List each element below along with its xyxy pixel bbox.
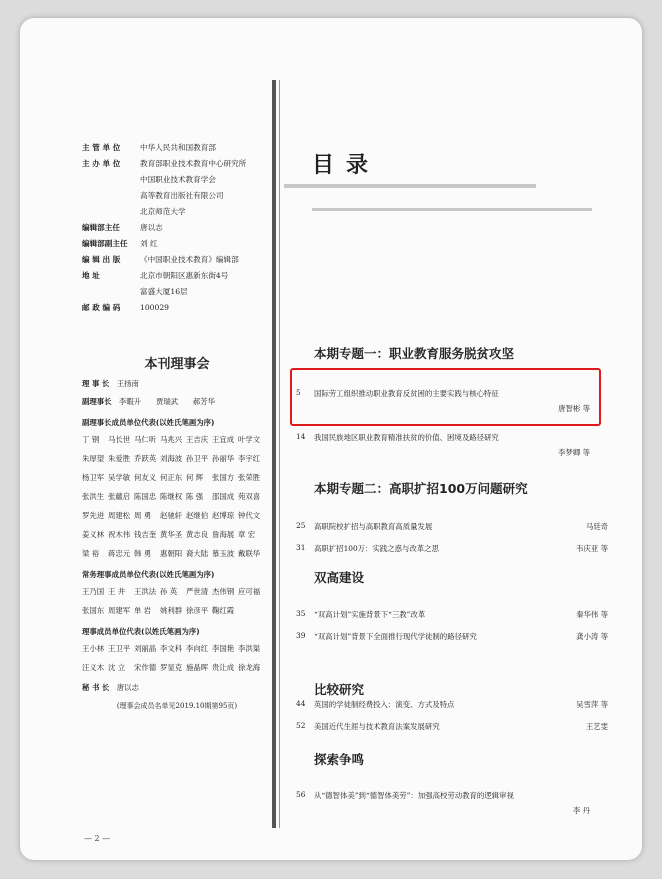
toc-page-number: 52 — [296, 721, 306, 730]
council-member: 陈 强 — [186, 492, 204, 501]
toc-entry[interactable] — [296, 721, 618, 732]
publisher-label: 编 辑 出 版 — [82, 255, 121, 264]
toc-entry-author: 唐智彬 等 — [558, 404, 590, 413]
council-member: 章 宏 — [238, 530, 256, 539]
toc-entry-line — [296, 543, 618, 554]
council-member: 张蘊启 — [108, 492, 131, 501]
council-member: 王宜成 — [212, 435, 235, 444]
council-member: 严世清 — [186, 587, 209, 596]
page-number: — 2 — — [84, 834, 111, 843]
publisher-value: 高等教育出版社有限公司 — [140, 191, 224, 200]
toc-entry-title: 英国的学徒制经费投入：演变、方式及特点 — [314, 700, 455, 709]
council-member: 黄志良 — [186, 530, 209, 539]
council-names — [82, 582, 272, 620]
council-member: 李国艳 — [212, 644, 235, 653]
toc-entry-title: 高职扩招100万：实践之惑与改革之思 — [314, 544, 439, 553]
publisher-row — [82, 236, 272, 252]
council-member: 周建松 — [108, 511, 131, 520]
council-names — [82, 639, 272, 677]
publisher-value: 北京师范大学 — [140, 207, 186, 216]
publisher-value: 教育部职业技术教育中心研究所 — [140, 159, 247, 168]
council-group-title: 理事成员单位代表(以姓氏笔画为序) — [82, 627, 200, 636]
toc-entry-author: 李 丹 — [572, 806, 590, 815]
toc-page-number: 44 — [296, 699, 306, 708]
toc-entry[interactable] — [296, 631, 618, 642]
council-member: 李宇红 — [238, 454, 261, 463]
journal-page — [20, 18, 642, 860]
publisher-value: 100029 — [140, 303, 169, 312]
toc-section-title: 本期专题一：职业教育服务脱贫攻坚 — [314, 346, 515, 361]
council-member: 罗显克 — [160, 663, 183, 672]
council-member: 孙卫平 — [186, 454, 209, 463]
toc-section-title: 比较研究 — [314, 682, 365, 697]
council-member: 乔跃英 — [134, 454, 157, 463]
council-member: 贵让成 — [212, 663, 235, 672]
secretary-name: 唐以志 — [116, 683, 139, 692]
toc-entry[interactable] — [296, 699, 618, 710]
council-member: 张国东 — [82, 606, 105, 615]
council-member: 梁 裕 — [82, 549, 100, 558]
council-names — [82, 430, 272, 563]
toc-page-number: 31 — [296, 543, 306, 552]
vice-label: 副理事长 — [82, 397, 112, 406]
council-member: 王洪法 — [134, 587, 157, 596]
council-member: 马长世 — [108, 435, 131, 444]
publisher-value: 中国职业技术教育学会 — [140, 175, 216, 184]
council-member: 马仁听 — [134, 435, 157, 444]
toc-entry-author: 王艺雯 — [585, 722, 608, 731]
toc-entry-line — [296, 609, 618, 620]
council-member: 黄华圣 — [160, 530, 183, 539]
toc-entry-title: 美国近代生涯与技术教育法案发展研究 — [314, 722, 440, 731]
publisher-value: 北京市朝阳区惠新东街4号 — [140, 271, 229, 280]
council-member: 徐彦平 — [186, 606, 209, 615]
publisher-label — [82, 204, 140, 220]
council-member: 姜义林 — [82, 530, 105, 539]
toc-page-number: 39 — [296, 631, 306, 640]
council-member: 蒋忠元 — [108, 549, 131, 558]
council-title: 本刊理事会 — [144, 357, 210, 372]
council-member: 周建军 — [108, 606, 131, 615]
council-member: 陈国忠 — [134, 492, 157, 501]
council-member: 单 岩 — [134, 606, 152, 615]
council-member: 何正东 — [160, 473, 183, 482]
toc-entry-author: 韦庆亚 等 — [576, 544, 608, 553]
publisher-label: 主 办 单 位 — [82, 159, 121, 168]
council-member: 吴学敏 — [108, 473, 131, 482]
council-member: 韩 勇 — [134, 549, 152, 558]
chair-name: 王扬南 — [116, 379, 139, 388]
title-bar-lower — [312, 208, 592, 211]
council-member: 戴联华 — [238, 549, 261, 558]
publisher-label — [82, 284, 140, 300]
toc-page-number: 5 — [296, 388, 301, 397]
council-member: 王 井 — [108, 587, 126, 596]
toc-entry-line — [296, 432, 618, 443]
publisher-info — [82, 140, 272, 316]
publisher-row — [82, 156, 272, 172]
council-member: 李洪渠 — [238, 644, 261, 653]
council-member: 张洪生 — [82, 492, 105, 501]
council-member: 丁 钢 — [82, 435, 100, 444]
toc-entry-line — [296, 521, 618, 532]
toc-entry-line — [296, 631, 618, 642]
council-groups — [82, 415, 272, 677]
council-group-title: 副理事长成员单位代表(以姓氏笔画为序) — [82, 418, 215, 427]
toc-entry-line — [296, 790, 618, 801]
toc-title: 目录 — [312, 152, 381, 178]
council-member: 邵国成 — [212, 492, 235, 501]
council-member: 李向红 — [186, 644, 209, 653]
toc-page-number: 25 — [296, 521, 306, 530]
publisher-value: 唐以志 — [140, 223, 163, 232]
publisher-label — [82, 188, 140, 204]
council-member: 张国方 — [212, 473, 235, 482]
publisher-row — [82, 220, 272, 236]
council-member: 何友义 — [134, 473, 157, 482]
council-member: 宋作德 — [134, 663, 157, 672]
publisher-value: 《中国职业技术教育》编辑部 — [140, 255, 239, 264]
secretary-label: 秘 书 长 — [82, 683, 110, 692]
council-member: 赵继伯 — [186, 511, 209, 520]
publisher-label: 编辑部主任 — [82, 223, 120, 232]
council-member: 王吉庆 — [186, 435, 209, 444]
council-member: 沈 立 — [108, 663, 126, 672]
council-member: 马兆兴 — [160, 435, 183, 444]
council-member: 惠朝阳 — [160, 549, 183, 558]
highlight-box — [290, 368, 601, 426]
council-member: 赵博琼 — [212, 511, 235, 520]
council-member: 慕玉波 — [212, 549, 235, 558]
toc-entry-author: 龚小涛 等 — [576, 632, 608, 641]
council-member: 周 勇 — [134, 511, 152, 520]
toc-entry-line — [296, 721, 618, 732]
toc-entry[interactable] — [296, 790, 618, 816]
council-member: 杰伟钢 — [212, 587, 235, 596]
council-member: 王卫平 — [108, 644, 131, 653]
council-member: 刘丽晶 — [134, 644, 157, 653]
council-member: 何 辉 — [186, 473, 204, 482]
council-member: 杨卫军 — [82, 473, 105, 482]
council-member: 施晶晖 — [186, 663, 209, 672]
publisher-label: 邮 政 编 码 — [82, 303, 121, 312]
column-divider — [272, 80, 276, 828]
column-divider-thin — [279, 80, 280, 828]
council-member: 钟代文 — [238, 511, 261, 520]
publisher-row — [82, 172, 272, 188]
council-member: 詹海展 — [212, 530, 235, 539]
council-member: 钱吉奎 — [134, 530, 157, 539]
council-member: 朱厚望 — [82, 454, 105, 463]
council-member: 裔大陆 — [186, 549, 209, 558]
toc-entry-author: 秦华伟 等 — [576, 610, 608, 619]
council-member: 朱爱胜 — [108, 454, 131, 463]
toc-entry[interactable] — [296, 521, 618, 532]
publisher-value: 中华人民共和国教育部 — [140, 143, 216, 152]
toc-entry-title: “双高计划”实施背景下“三教”改革 — [314, 610, 426, 619]
council-member: 苑双喜 — [238, 492, 261, 501]
council-member: 徐龙海 — [238, 663, 261, 672]
council-member: 孙 英 — [160, 587, 178, 596]
council-member: 汪义木 — [82, 663, 105, 672]
toc-section-title: 双高建设 — [314, 570, 365, 585]
council-member: 王小林 — [82, 644, 105, 653]
council-member: 陈继权 — [160, 492, 183, 501]
council-member: 祝木伟 — [108, 530, 131, 539]
toc-entry-title: 从“德智体美”到“德智体美劳”：加强高校劳动教育的逻辑审视 — [314, 791, 514, 800]
publisher-row — [82, 252, 272, 268]
toc-page-number: 56 — [296, 790, 306, 799]
toc-entry-author: 马廷奇 — [585, 522, 608, 531]
toc-entry-title: 高职院校扩招与高职教育高质量发展 — [314, 522, 433, 531]
publisher-label: 编辑部副主任 — [82, 239, 128, 248]
vice-names: 李暇升 贾瑞武 郝芳华 — [118, 397, 216, 406]
publisher-label — [82, 172, 140, 188]
toc-entry[interactable] — [296, 543, 618, 554]
council-member: 罗先进 — [82, 511, 105, 520]
council-list — [82, 375, 272, 711]
council-member: 赵驰轩 — [160, 511, 183, 520]
publisher-row — [82, 268, 272, 284]
toc-entry-author: 李梦卿 等 — [558, 448, 590, 457]
council-member: 张荣胜 — [238, 473, 261, 482]
toc-entry-title: 国际劳工组织推动职业教育反贫困的主要实践与核心特征 — [314, 389, 499, 398]
toc-entry[interactable] — [296, 609, 618, 620]
council-group-title: 常务理事成员单位代表(以姓氏笔画为序) — [82, 570, 215, 579]
council-member: 王乃国 — [82, 587, 105, 596]
toc-entry-title: “双高计划”背景下全面推行现代学徒制的路径研究 — [314, 632, 477, 641]
council-member: 鞠红霞 — [212, 606, 235, 615]
publisher-value: 富盛大厦16层 — [140, 287, 188, 296]
council-member: 孙丽华 — [212, 454, 235, 463]
toc-section-title: 探索争鸣 — [314, 752, 365, 767]
council-member: 叶学文 — [238, 435, 261, 444]
publisher-row — [82, 284, 272, 300]
council-member: 应可福 — [238, 587, 261, 596]
toc-entry-line — [296, 699, 618, 710]
publisher-label: 主 管 单 位 — [82, 143, 121, 152]
publisher-label: 地 址 — [82, 271, 100, 280]
publisher-row — [82, 204, 272, 220]
council-member: 姚利群 — [160, 606, 183, 615]
publisher-row — [82, 188, 272, 204]
publisher-value: 刘 红 — [140, 239, 158, 248]
title-bar — [284, 184, 536, 188]
toc-page-number: 14 — [296, 432, 306, 441]
toc-page-number: 35 — [296, 609, 306, 618]
publisher-row — [82, 300, 272, 316]
council-member: 刘海波 — [160, 454, 183, 463]
council-note: (理事会成员名单见2019.10期第95页) — [116, 702, 238, 710]
toc-entry-title: 我国民族地区职业教育精准扶贫的价值、困境及路径研究 — [314, 433, 499, 442]
toc-entry-author: 吴雪萍 等 — [576, 700, 608, 709]
publisher-row — [82, 140, 272, 156]
council-member: 李文科 — [160, 644, 183, 653]
toc-entry[interactable] — [296, 432, 618, 458]
chair-label: 理 事 长 — [82, 379, 110, 388]
toc-section-title: 本期专题二：高职扩招100万问题研究 — [314, 481, 528, 496]
